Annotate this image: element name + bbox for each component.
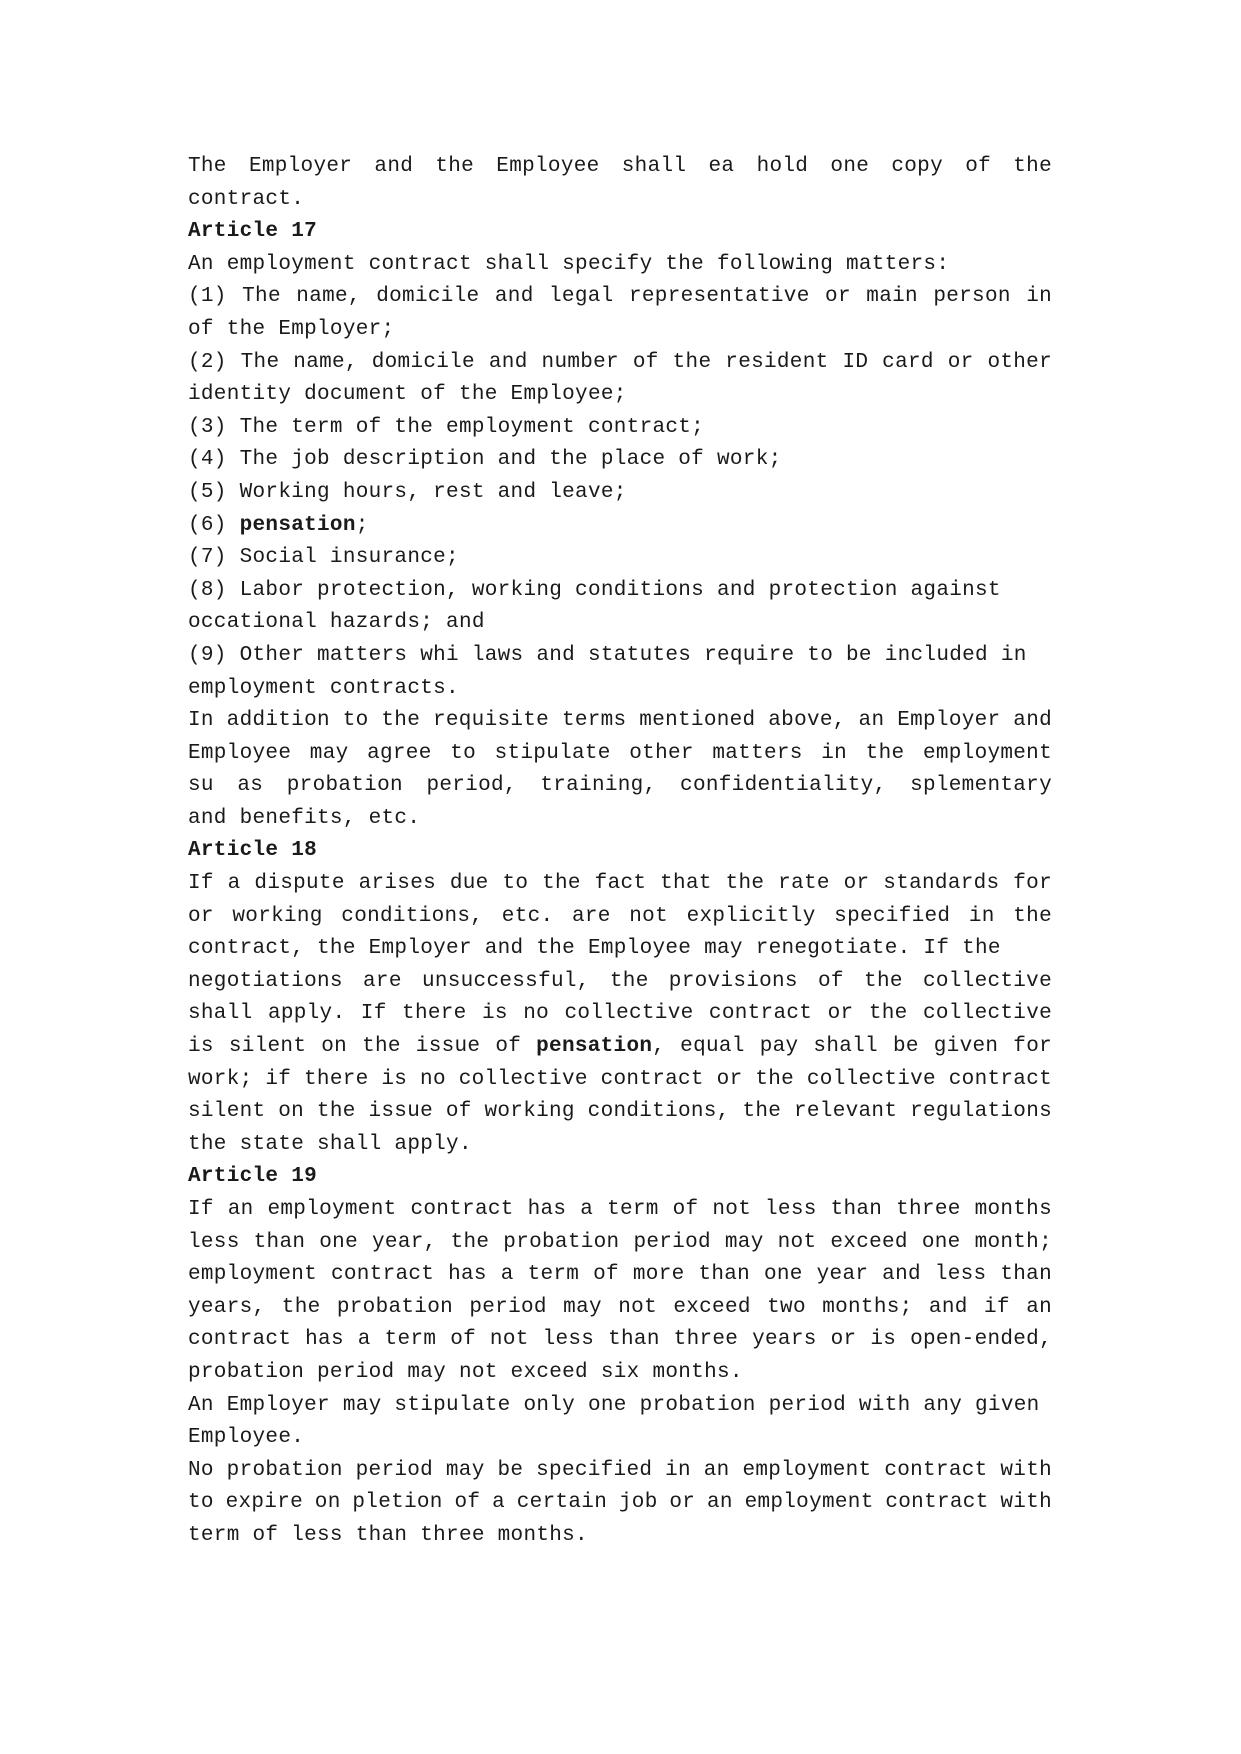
article-heading: Article 18 — [188, 839, 318, 863]
text-line: Employee may agree to stipulate other matters in the employment — [188, 741, 1052, 765]
text-line: work; if there is no collective contract or the collective contract — [188, 1067, 1052, 1091]
text-line: or working conditions, etc. are not explicitly specified in the — [188, 904, 1052, 928]
text-line — [188, 510, 1052, 543]
text-line: The Employer and the Employee shall ea hold one copy of the — [188, 155, 1052, 178]
text-line: silent on the issue of working conditions, the relevant regulations — [188, 1100, 1052, 1124]
text-span: , equal pay shall be given for — [652, 1035, 1052, 1059]
text-line: (7) Social insurance; — [188, 546, 459, 570]
text-line: An employment contract shall specify the following matters: — [188, 252, 950, 276]
text-line: and benefits, etc. — [188, 806, 421, 830]
article-heading: Article 17 — [188, 220, 318, 244]
text-span: is silent on the issue of — [188, 1035, 537, 1059]
text-line: (1) The name, domicile and legal representative or main person in — [188, 285, 1052, 309]
text-line: contract, the Employer and the Employee may renegotiate. If the — [188, 937, 1001, 961]
text-line: the state shall apply. — [188, 1132, 472, 1156]
text-line: su as probation period, training, confidentiality, splementary — [188, 774, 1052, 798]
text-line: (5) Working hours, rest and leave; — [188, 480, 627, 504]
text-line: An Employer may stipulate only one probation period with any given — [188, 1393, 1040, 1417]
text-line: No probation period may be specified in an employment contract with — [188, 1458, 1052, 1482]
text-line: employment contract has a term of more than one year and less than — [188, 1263, 1052, 1287]
text-line: contract. — [188, 187, 305, 211]
text-line: (9) Other matters whi laws and statutes require to be included in — [188, 643, 1027, 667]
text-span: If a dispute arises due to the fact that the rate or standards for — [188, 872, 1052, 896]
text-line: identity document of the Employee; — [188, 383, 627, 407]
text-line — [188, 868, 1052, 901]
text-span: ; — [355, 513, 369, 537]
document-body — [188, 151, 1052, 1553]
text-line: If an employment contract has a term of not less than three months — [188, 1198, 1052, 1221]
text-line: (4) The job description and the place of work; — [188, 448, 782, 472]
text-line: of the Employer; — [188, 317, 395, 341]
bold-term: pensation — [239, 513, 356, 537]
text-line: Employee. — [188, 1426, 305, 1450]
text-line: shall apply. If there is no collective contract or the collective — [188, 1002, 1052, 1026]
text-line: to expire on pletion of a certain job or an employment contract with — [188, 1491, 1052, 1515]
text-line: probation period may not exceed six months. — [188, 1360, 743, 1384]
text-line: (8) Labor protection, working conditions and protection against — [188, 578, 1001, 602]
text-line: negotiations are unsuccessful, the provisions of the collective — [188, 969, 1052, 993]
text-line: years, the probation period may not exceed two months; and if an — [188, 1295, 1052, 1319]
text-line: (3) The term of the employment contract; — [188, 415, 705, 439]
text-line — [188, 1031, 1052, 1064]
text-line: In addition to the requisite terms mentioned above, an Employer and — [188, 709, 1052, 733]
text-line: (2) The name, domicile and number of the resident ID card or other — [188, 350, 1052, 374]
bold-term: pensation — [536, 1035, 653, 1059]
text-line: less than one year, the probation period may not exceed one month; — [188, 1230, 1052, 1254]
text-line: term of less than three months. — [188, 1523, 588, 1547]
article-heading: Article 19 — [188, 1165, 318, 1189]
text-span: (6) — [188, 513, 240, 537]
text-line: employment contracts. — [188, 676, 459, 700]
text-line: occational hazards; and — [188, 611, 485, 635]
text-line: contract has a term of not less than three years or is open-ended, — [188, 1328, 1052, 1352]
